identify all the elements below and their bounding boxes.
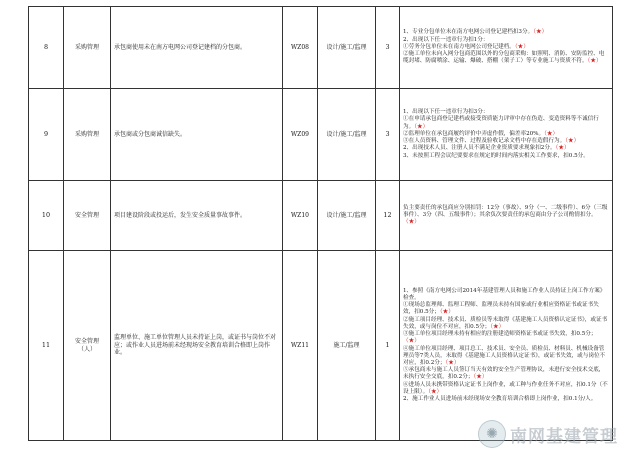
row-issue	[111, 7, 283, 89]
criteria-text: ④施工单位项目经理、项目总工、技术员、安全员、质检员、材料员、机械设备管理员等7类人员，未取得《基建施工人员资格认定证书》，或证书失效，或与岗位不对应，扣0.2分；	[403, 345, 606, 366]
violation-table	[28, 6, 613, 441]
row-issue-text: 承包商使用未在南方电网公司登记建档的分包商。	[114, 43, 247, 51]
globe-logo-icon: ✺	[478, 420, 506, 448]
row-code-text: WZ09	[291, 130, 309, 138]
key-item-star: （★）	[439, 309, 454, 316]
row-score	[376, 181, 400, 251]
criteria-text: ①劳务分包单位未在南方电网公司登记建档。	[403, 43, 515, 50]
row-score-text: 3	[385, 129, 390, 138]
criteria-text: 1、参照《南方电网公司2014年基建管理人员和施工作业人员持证上岗工作方案》检查。	[403, 287, 606, 302]
row-category	[64, 181, 111, 251]
row-issue-text: 承包商或分包商诚信缺失。	[114, 130, 187, 138]
key-item-star: （★）	[555, 145, 570, 152]
row-code-text: WZ10	[291, 211, 309, 219]
criteria-line	[403, 116, 609, 130]
row-issue	[111, 89, 283, 181]
table-row	[29, 181, 613, 251]
key-item-star: （★）	[544, 130, 559, 137]
row-category-text: 采购管理	[74, 43, 99, 51]
criteria-text: ②施工项目经理、技术员、质检员等未取得《基建施工人员资格认定证书》，或证书失效，或与岗位不对应，扣0.5分；	[403, 316, 608, 330]
criteria-line	[403, 288, 609, 302]
criteria-line	[403, 382, 609, 396]
key-item-star: （★）	[445, 359, 460, 366]
row-stage-text: 设计/施工/监理	[326, 43, 367, 51]
key-item-star: （★）	[565, 138, 580, 145]
key-item-star: （★）	[533, 29, 548, 36]
table-row	[29, 7, 613, 89]
row-code-text: WZ11	[291, 341, 309, 349]
key-item-star: （★）	[428, 388, 443, 395]
criteria-text: 2、施工作业人员进场前未经现场安全教育培训合格即上岗作业，扣0.1分/人。	[403, 395, 597, 402]
criteria-line	[403, 396, 609, 403]
criteria-text: ①现场总监理师、监理工程师、监理员未持有国家或行业相应资格证书或证书失效，扣0.5分；	[403, 302, 599, 316]
row-issue-text: 监理单位、施工单位管理人员未持证上岗，或证书与岗位不对应；或作业人员进场前未经现场安全教育培训合格即上岗作业。	[114, 334, 277, 357]
row-number-text: 10	[41, 210, 51, 219]
row-score	[376, 89, 400, 181]
row-stage	[318, 89, 376, 181]
row-number-text: 8	[43, 42, 49, 51]
criteria-line	[403, 367, 609, 381]
row-category-text: 采购管理	[74, 130, 99, 138]
row-code-text: WZ08	[291, 43, 309, 51]
row-score	[376, 251, 400, 441]
criteria-text: ⑤承包商未与施工人员签订当天有效的安全生产管理协议，未进行安全技术交底，未执行安全交底，扣0.2分；	[403, 367, 605, 381]
row-score	[376, 7, 400, 89]
row-code	[283, 89, 318, 181]
row-category-text: 安全管理	[74, 211, 99, 219]
key-item-star: （★）	[403, 219, 420, 226]
criteria-text: ③在人员资料、管理文件、过程及验收记录文档中存在造假行为。	[403, 138, 566, 145]
row-criteria	[400, 181, 613, 251]
row-number-text: 9	[43, 129, 49, 138]
row-code	[283, 7, 318, 89]
key-item-star: （★）	[490, 323, 505, 330]
criteria-text: 2、出现以下任一违章行为扣1分：	[403, 36, 489, 43]
row-issue-text: 项目建设阶段或投运后，发生安全质量事故事件。	[114, 211, 247, 219]
criteria-line	[403, 346, 609, 368]
watermark	[478, 420, 618, 448]
row-code	[283, 181, 318, 251]
table-body	[29, 7, 613, 441]
row-score-text: 3	[385, 42, 390, 51]
criteria-line	[403, 331, 609, 345]
criteria-line	[403, 205, 609, 227]
key-item-star: （★）	[403, 338, 420, 345]
criteria-line	[403, 37, 609, 44]
criteria-text: 1、出现以下任一违章行为扣3分：	[403, 109, 489, 116]
row-stage-text: 施工/监理	[333, 341, 360, 349]
row-stage-text: 设计/施工/监理	[326, 130, 367, 138]
criteria-line	[403, 153, 609, 160]
watermark-text: 南网基建管理	[510, 426, 618, 447]
key-item-star: （★）	[414, 123, 429, 130]
row-stage	[318, 181, 376, 251]
key-item-star: （★）	[587, 58, 602, 65]
row-stage	[318, 251, 376, 441]
row-number	[29, 251, 64, 441]
key-item-star: （★）	[514, 43, 529, 50]
row-category	[64, 7, 111, 89]
criteria-line	[403, 29, 609, 36]
row-issue	[111, 181, 283, 251]
row-issue	[111, 251, 283, 441]
row-number	[29, 89, 64, 181]
row-number-text: 11	[41, 340, 51, 349]
criteria-line	[403, 44, 609, 51]
row-stage-text: 设计/施工/监理	[326, 211, 367, 219]
criteria-line	[403, 302, 609, 316]
key-item-star: （★）	[473, 374, 488, 381]
criteria-text: 2、出现技术人员、注册人员不满足企业资质要求现象扣2分。	[403, 145, 556, 152]
criteria-line	[403, 317, 609, 331]
criteria-text: ③施工单位项目经理未持有相应的注册建造师资格证书或证书失效，扣0.5分；	[403, 331, 597, 338]
criteria-text: ②监理单位在承包商履约评价中弄虚作假，偏差率20%。	[403, 130, 545, 137]
table-row	[29, 251, 613, 441]
row-code	[283, 251, 318, 441]
criteria-line	[403, 145, 609, 152]
row-score-text: 1	[385, 340, 390, 349]
row-score-text: 12	[383, 210, 392, 219]
row-number	[29, 181, 64, 251]
row-criteria	[400, 89, 613, 181]
criteria-text: ②施工单位未向入网分包商范围以外的分包商采购：如照明、消防、安防监控、电缆封堵、防腐喷涂、运输、爆破、搭棚（架子工）等专业施工与资质不符。	[403, 51, 605, 65]
criteria-text: ①在申请承包商登记建档或接受资质能力评审中存在伪造、变造资料等不诚信行为。	[403, 116, 599, 130]
criteria-line	[403, 131, 609, 138]
row-number	[29, 7, 64, 89]
row-criteria	[400, 251, 613, 441]
row-category-text: 安全管理 （人）	[74, 338, 99, 353]
table-row	[29, 89, 613, 181]
row-category	[64, 251, 111, 441]
criteria-text: 1、专业分包单位未在南方电网公司登记建档扣3分。	[403, 29, 534, 36]
criteria-text: 3、未按照工程会议纪要要求在规定的时间内落实相关工作要求，扣0.5分。	[403, 152, 589, 159]
criteria-line	[403, 51, 609, 65]
criteria-text: ⑥进场人员未携带资格认定证书上岗作业，或工种与作业任务不对应，扣0.1分（不设上限）。	[403, 381, 608, 395]
criteria-text: 负主要责任的承包商应分别扣罚：12分（事故）、9分（一、二级事件）、6分（三级事件）、3分（四、五级事件）；其余负次要责任的承包商由分子公司酌情扣分。	[403, 204, 608, 218]
row-stage	[318, 7, 376, 89]
row-category	[64, 89, 111, 181]
row-criteria	[400, 7, 613, 89]
